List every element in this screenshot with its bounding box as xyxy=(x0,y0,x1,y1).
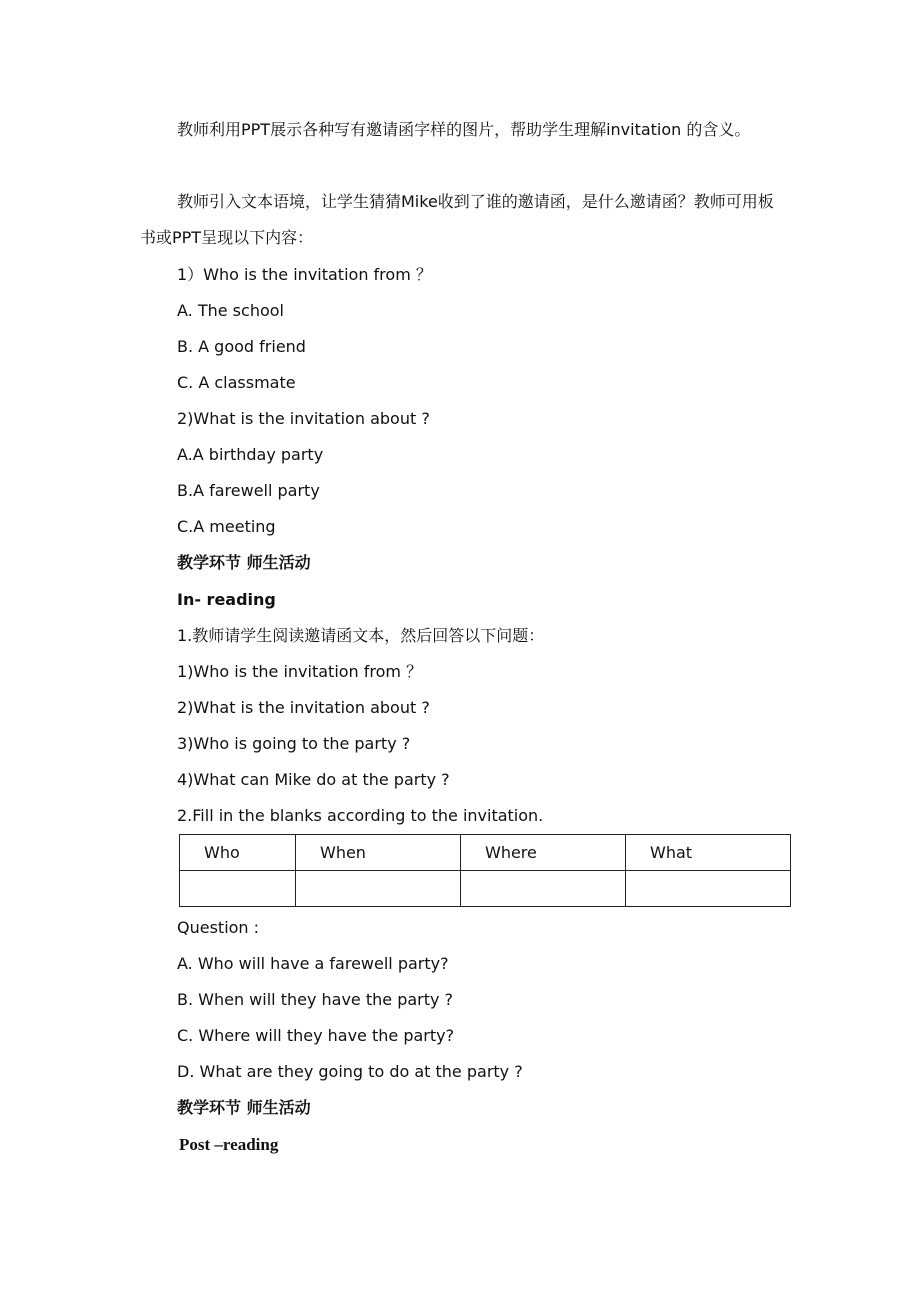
pre-question-line: B. A good friend xyxy=(177,337,306,356)
fill-in-table xyxy=(179,834,791,907)
in-reading-line: 4)What can Mike do at the party ? xyxy=(177,770,450,789)
in-reading-line: 1)Who is the invitation from ？ xyxy=(177,662,423,681)
pre-question-line: C.A meeting xyxy=(177,517,276,536)
pre-question-line: C. A classmate xyxy=(177,373,296,392)
question-line: B. When will they have the party ? xyxy=(177,990,454,1009)
stage-label-in-reading: In- reading xyxy=(177,590,276,609)
question-line: D. What are they going to do at the party ? xyxy=(177,1062,523,1081)
question-line: C. Where will they have the party? xyxy=(177,1026,455,1045)
table-blank-cell[interactable] xyxy=(180,871,296,907)
pre-question-line: A.A birthday party xyxy=(177,445,324,464)
stage-label-post-reading: Post –reading xyxy=(179,1135,279,1154)
in-reading-line: 2.Fill in the blanks according to the invitation. xyxy=(177,806,544,825)
pre-question-line: A. The school xyxy=(177,301,284,320)
pre-question-line: 1）Who is the invitation from ？ xyxy=(177,265,432,284)
in-reading-line: 2)What is the invitation about ? xyxy=(177,698,430,717)
section-heading: 教学环节 师生活动 xyxy=(177,553,311,572)
table-blank-cell[interactable] xyxy=(461,871,626,907)
table-blank-cell[interactable] xyxy=(626,871,791,907)
intro-paragraph-1: 教师利用PPT展示各种写有邀请函字样的图片，帮助学生理解invitation 的含义。 xyxy=(177,120,751,139)
table-blank-cell[interactable] xyxy=(296,871,461,907)
table-header-cell: What xyxy=(626,835,791,871)
table-header-cell: Who xyxy=(180,835,296,871)
intro-paragraph-2: 教师引入文本语境，让学生猜猜Mike收到了谁的邀请函，是什么邀请函？教师可用板书或PPT呈现以下内容： xyxy=(140,192,774,247)
questions-label: Question : xyxy=(177,918,260,937)
table-header-cell: Where xyxy=(461,835,626,871)
pre-question-line: 2)What is the invitation about ? xyxy=(177,409,430,428)
in-reading-line: 3)Who is going to the party ? xyxy=(177,734,411,753)
pre-question-line: B.A farewell party xyxy=(177,481,320,500)
in-reading-line: 1.教师请学生阅读邀请函文本，然后回答以下问题： xyxy=(177,626,545,645)
question-line: A. Who will have a farewell party? xyxy=(177,954,449,973)
table-row xyxy=(180,871,791,907)
table-header-cell: When xyxy=(296,835,461,871)
table-header-row xyxy=(180,835,791,871)
section-heading: 教学环节 师生活动 xyxy=(177,1098,311,1117)
